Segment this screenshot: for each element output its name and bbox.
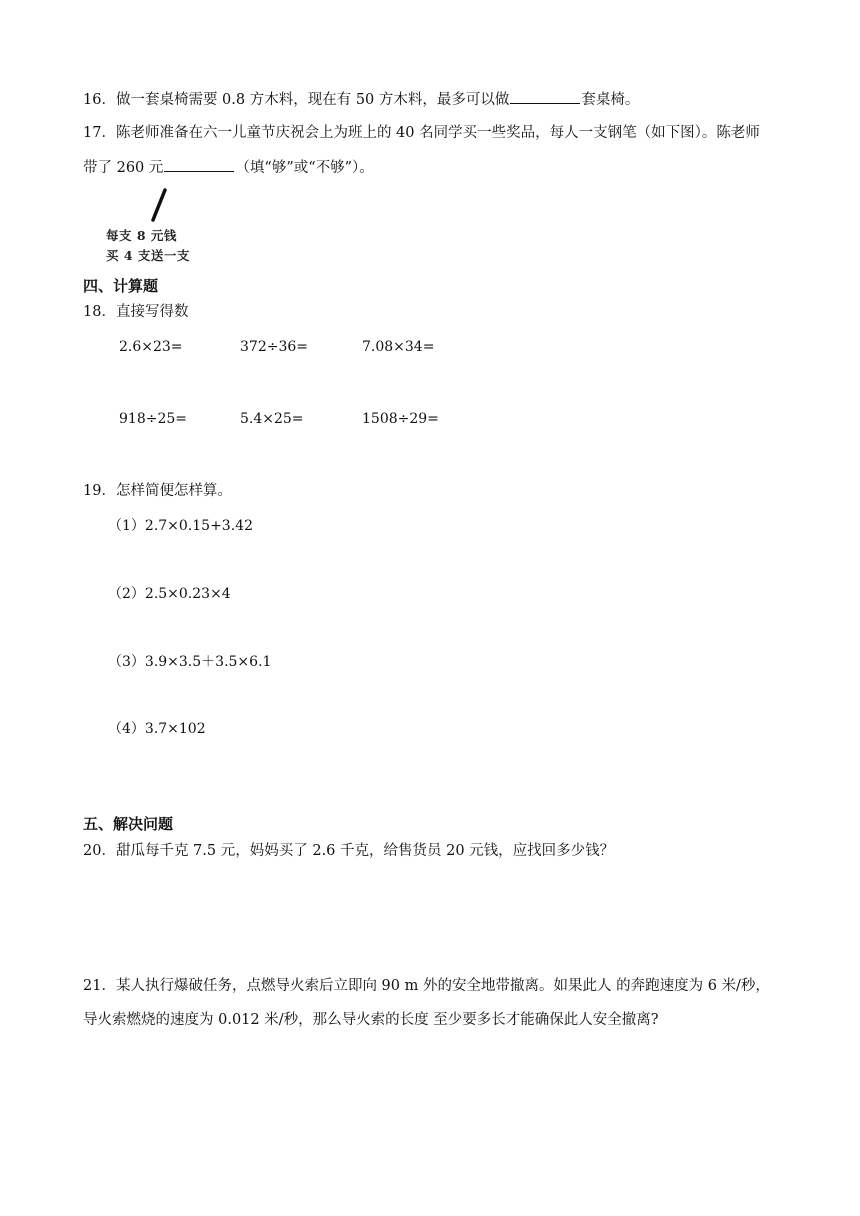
section-4-heading: 四、计算题 (83, 277, 159, 295)
calc-item: 2.6×23= (119, 339, 183, 355)
pen-offer-text: 买 4 支送一支 (106, 248, 190, 263)
question-16-text-before: 16．做一套桌椅需要 0.8 方木料，现在有 50 方木料，最多可以做 (83, 92, 510, 108)
simplify-item-2: （2）2.5×0.23×4 (108, 586, 231, 602)
section-5-heading: 五、解决问题 (83, 815, 174, 833)
calc-item: 1508÷29= (362, 411, 439, 427)
simplify-item-3: （3）3.9×3.5＋3.5×6.1 (108, 654, 272, 670)
question-21-line-1: 21．某人执行爆破任务，点燃导火索后立即向 90 m 外的安全地带撤离。如果此人 的奔跑速度为 6 米/秒， (83, 978, 770, 994)
calc-item: 5.4×25= (240, 411, 304, 427)
simplify-item-4: （4）3.7×102 (108, 721, 206, 737)
question-19-prompt: 19．怎样简便怎样算。 (83, 483, 232, 499)
question-16 (83, 89, 808, 110)
question-21-line-2: 导火索燃烧的速度为 0.012 米/秒，那么导火索的长度 至少要多长才能确保此人安全撤离? (83, 1012, 659, 1028)
answer-blank-16[interactable] (510, 89, 580, 104)
pen-price-image (103, 188, 199, 264)
question-18-prompt: 18．直接写得数 (83, 304, 189, 320)
question-17-line-2 (83, 157, 808, 178)
answer-blank-17[interactable] (164, 157, 234, 172)
calc-item: 372÷36= (240, 339, 308, 355)
calc-item: 7.08×34= (362, 339, 435, 355)
question-20: 20．甜瓜每千克 7.5 元，妈妈买了 2.6 千克，给售货员 20 元钱，应找回多少钱？ (83, 843, 615, 859)
question-16-text-after: 套桌椅。 (581, 92, 640, 108)
pen-price-text: 每支 8 元钱 (106, 228, 177, 243)
question-17-line-1: 17．陈老师准备在六一儿童节庆祝会上为班上的 40 名同学买一些奖品，每人一支钢笔（如下图）。陈老师 (83, 125, 760, 141)
question-17-text-after: （填“够”或“不够”）。 (235, 160, 374, 176)
simplify-item-1: （1）2.7×0.15+3.42 (108, 518, 253, 534)
question-17-text-before: 带了 260 元 (83, 160, 164, 176)
calc-item: 918÷25= (119, 411, 187, 427)
